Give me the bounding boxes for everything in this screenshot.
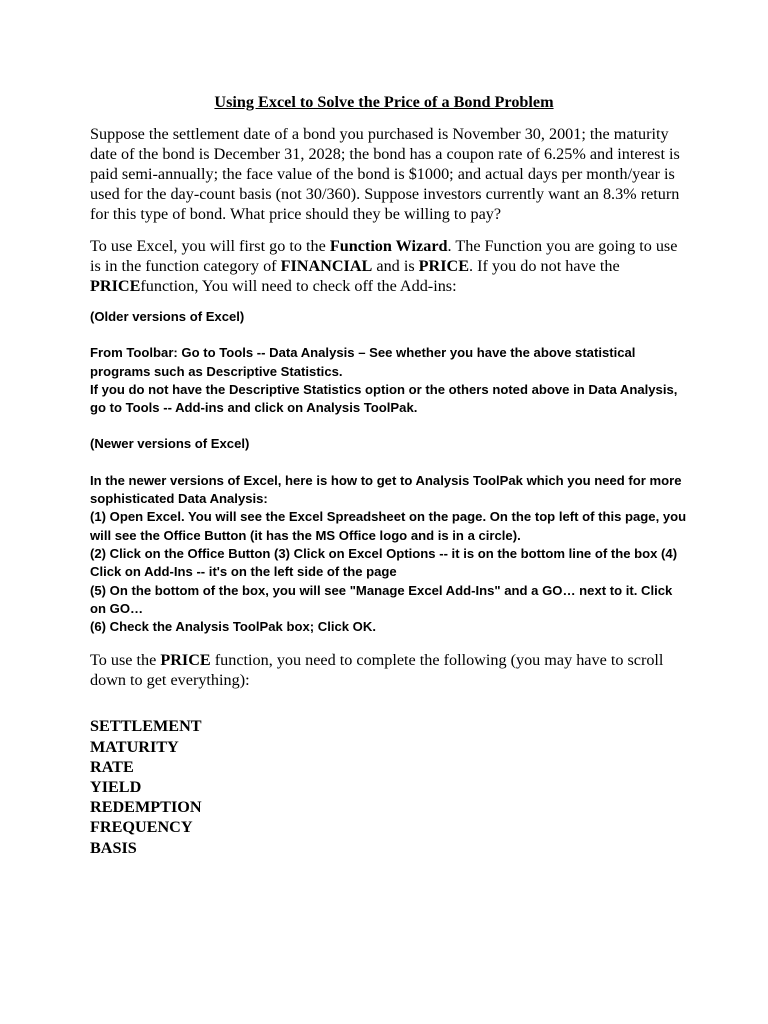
bold-financial: FINANCIAL [280,257,373,275]
text-run: To use the [90,651,161,670]
argument-item: RATE [90,757,134,776]
older-versions-heading: (Older versions of Excel) [90,309,245,324]
argument-item: SETTLEMENT [90,717,202,736]
toolbar-instructions [90,344,690,417]
argument-item: BASIS [90,838,137,857]
bold-price: PRICE [418,257,470,275]
step-item: (6) Check the Analysis ToolPak box; Click OK. [90,619,376,635]
argument-item: REDEMPTION [90,798,202,817]
step-item: (2) Click on the Office Button (3) Click on Excel Options -- it is on the bottom line of the box (4) Click on Add-Ins -- it's on the left side of the page [90,545,678,580]
problem-paragraph: Suppose the settlement date of a bond you purchased is November 30, 2001; the maturity date of the bond is December 31, 2028; the bond has a coupon rate of 6.25% and interest is paid semi-annually; the face value of the bond is $1000; and actual days per month/year is used for the day-count basis (not 30/360). Suppose investors currently want an 8.3% return for this type of bond. What price should they be willing to pay? [90,125,680,223]
argument-item: FREQUENCY [90,818,193,837]
instructions-paragraph [90,236,690,296]
argument-item: MATURITY [90,737,179,756]
document-page [90,92,690,858]
step-item: (1) Open Excel. You will see the Excel Spreadsheet on the page. On the top left of this page, you will see the Office Button (it has the MS Office logo and is in a circle). [90,509,687,543]
text-run: function, You will need to check off the Add-ins: [140,277,457,295]
price-function-paragraph [90,650,690,690]
text-run: . The Function you are going to use is in the function category of [90,237,678,275]
text-run: . If you do not have the [469,257,620,275]
steps-intro: In the newer versions of Excel, here is how to get to Analysis ToolPak which you need for more sophisticated Data Analysis: [90,472,682,507]
document-title: Using Excel to Solve the Price of a Bond Problem [214,93,554,111]
bold-function-wizard: Function Wizard [329,237,448,255]
text-run: To use Excel, you will first go to the [90,237,330,255]
newer-steps [90,472,690,637]
bold-price: PRICE [160,651,211,670]
step-item: (5) On the bottom of the box, you will see "Manage Excel Add-Ins" and a GO… next to it. Click on GO… [90,582,673,616]
toolbar-line: If you do not have the Descriptive Statistics option or the others noted above in Data Analysis, go to Tools -- Add-ins and click on Analysis ToolPak. [90,381,678,416]
price-arguments-list [90,716,690,857]
text-run: and is [372,257,419,275]
text-run: function, you need to complete the following (you may have to scroll down to get everything): [90,651,664,690]
newer-versions-heading: (Newer versions of Excel) [90,436,250,452]
bold-price: PRICE [90,277,141,295]
argument-item: YIELD [90,778,142,797]
toolbar-line: From Toolbar: Go to Tools -- Data Analysis – See whether you have the above statistical programs such as Descriptive Statistics. [90,345,636,379]
